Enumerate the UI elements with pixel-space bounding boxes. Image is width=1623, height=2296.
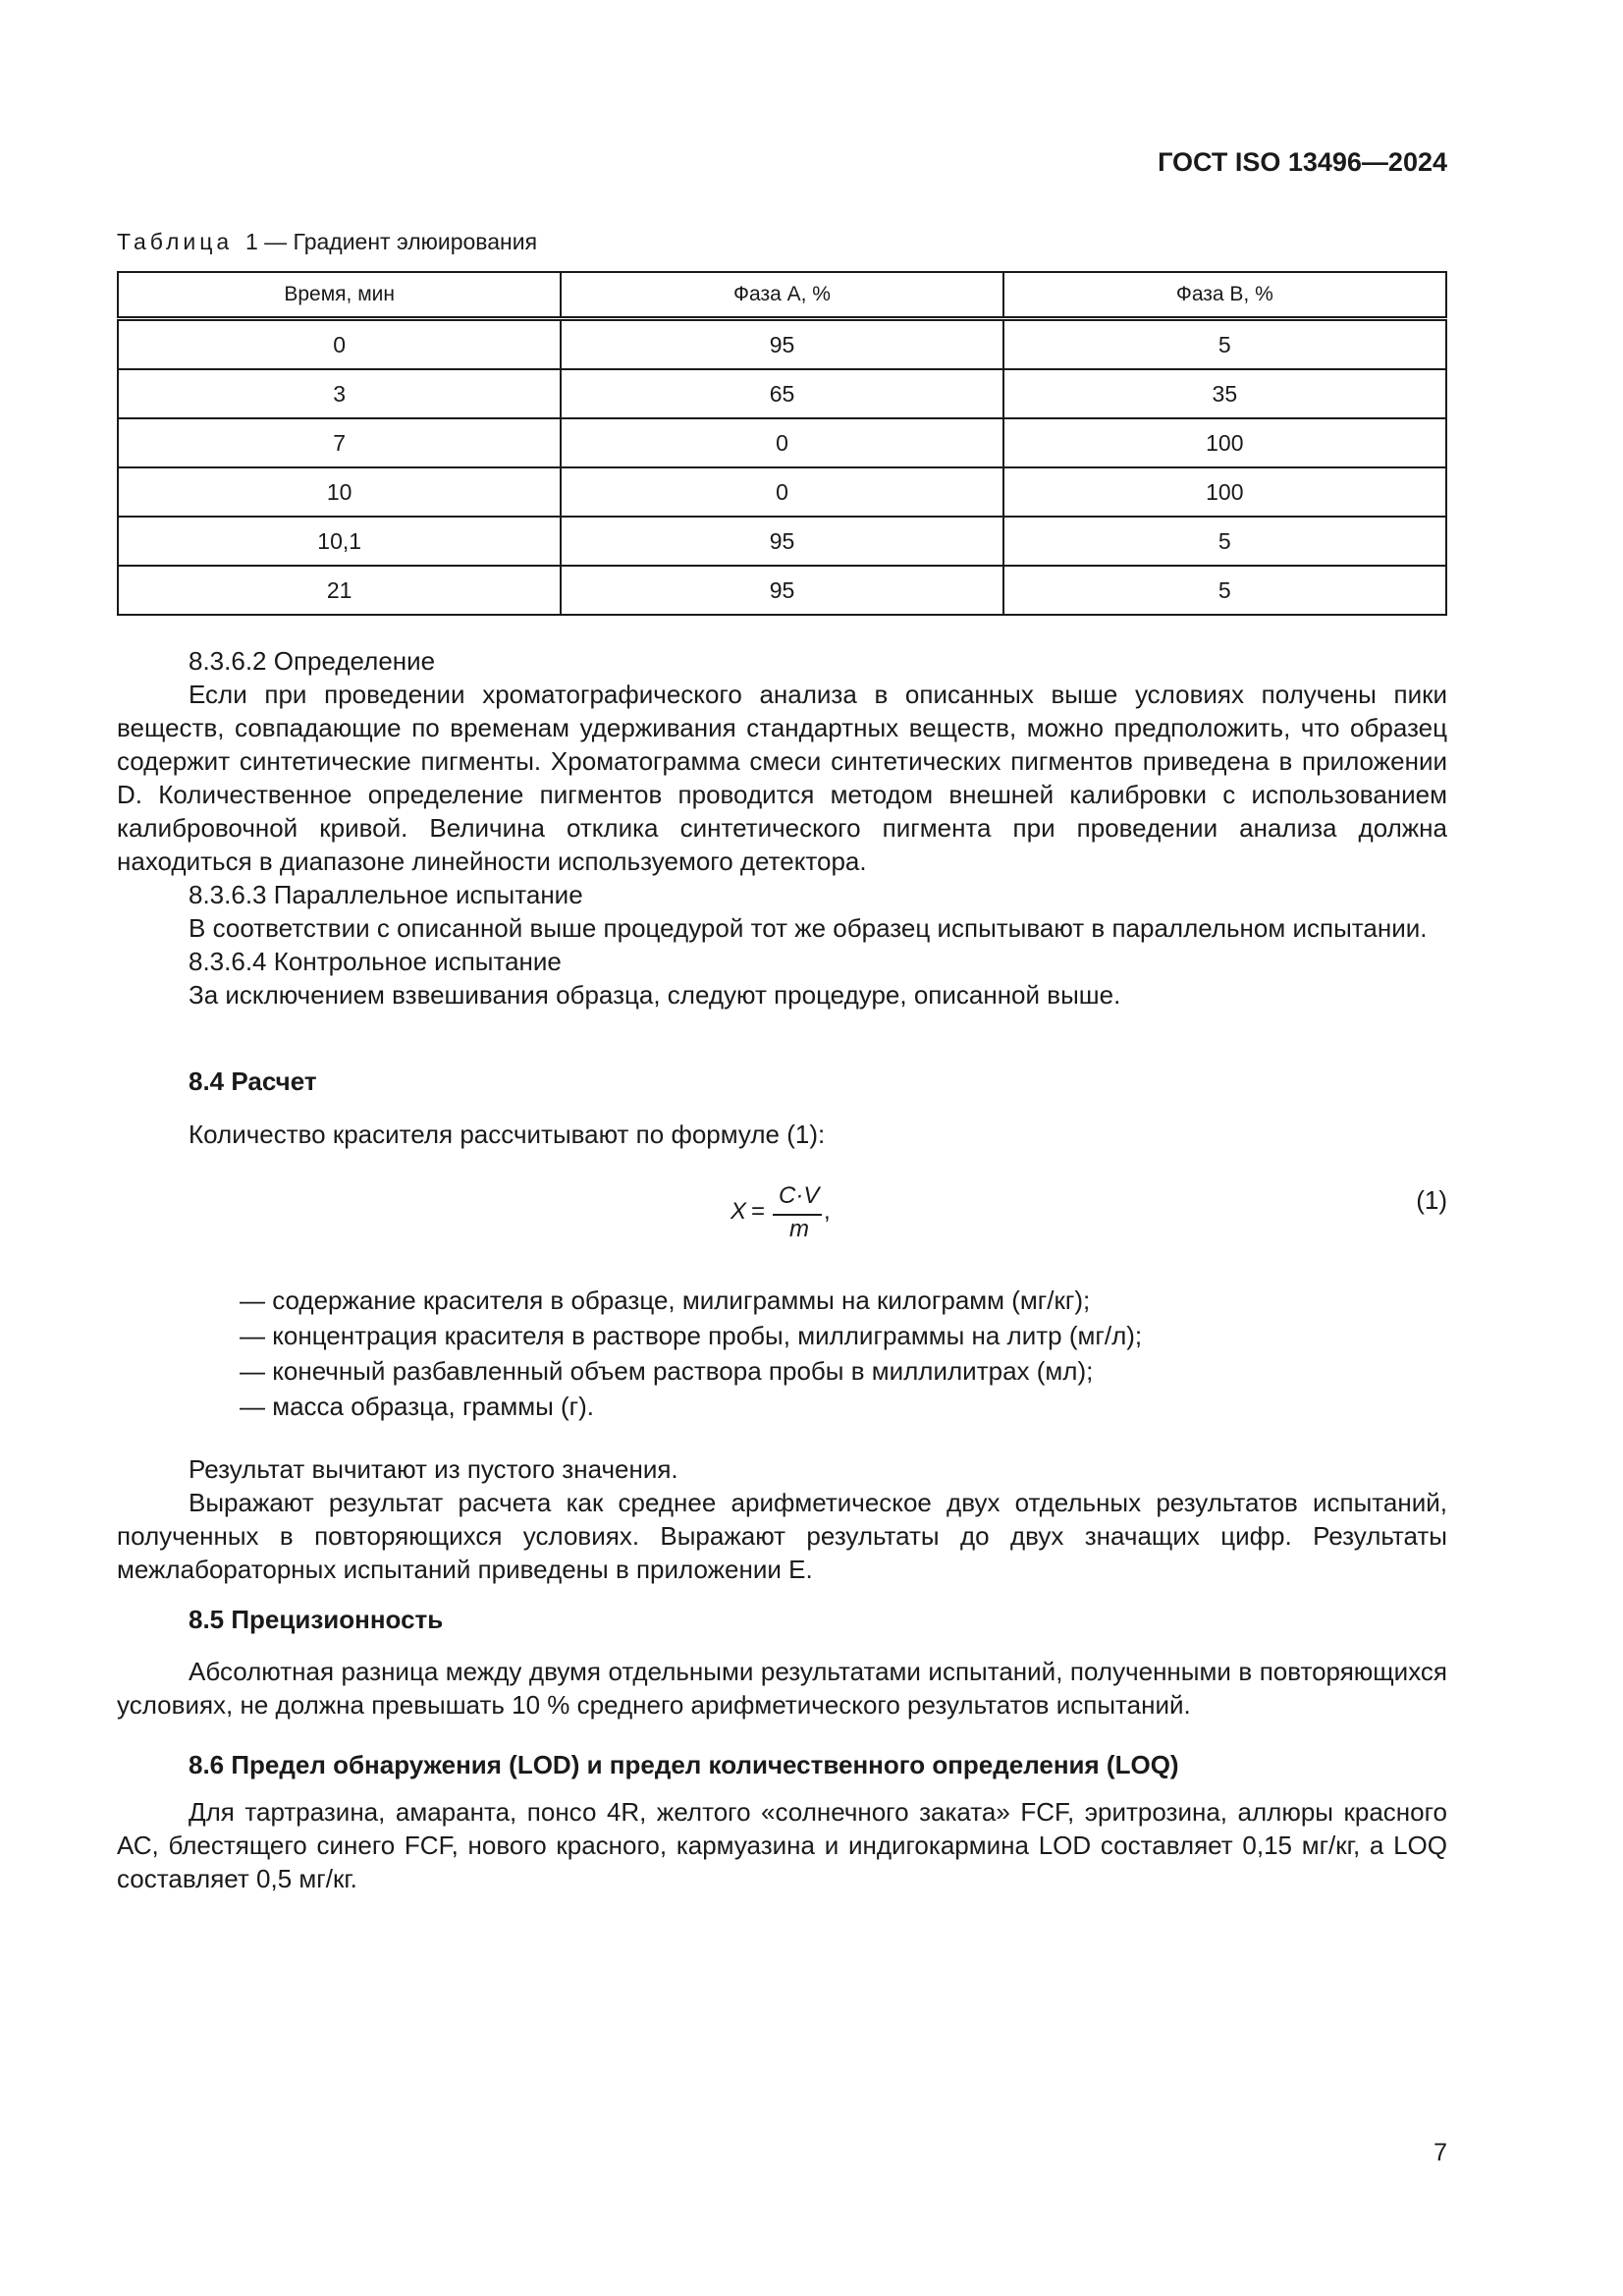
table-row xyxy=(118,369,1446,418)
table-caption-prefix: Таблица xyxy=(117,229,234,254)
paragraph-parallel-test: В соответствии с описанной выше процедурой тот же образец испытывают в параллельном испытании. xyxy=(189,913,1428,943)
gradient-table xyxy=(117,271,1447,616)
section-8-4-heading-block xyxy=(117,1065,1447,1098)
table-cell: 3 xyxy=(118,369,561,418)
table-cell: 5 xyxy=(1003,517,1446,566)
table-cell: 5 xyxy=(1003,319,1446,370)
section-8-4-intro-block xyxy=(117,1118,1447,1151)
paragraph-precision: Абсолютная разница между двумя отдельными результатами испытаний, полученными в повторяющихся условиях, не должна превышать 10 % среднего арифметического результатов испытаний. xyxy=(117,1657,1447,1720)
section-heading-8-3-6-2: 8.3.6.2 Определение xyxy=(189,646,436,676)
formula-comma: , xyxy=(824,1198,831,1225)
table-header-row xyxy=(118,272,1446,319)
definition-text: — конечный разбавленный объем раствора пробы в миллилитрах (мл); xyxy=(240,1356,1094,1386)
document-code: ГОСТ ISO 13496—2024 xyxy=(1158,147,1447,177)
table-cell: 0 xyxy=(561,467,1002,517)
formula-lhs: X xyxy=(730,1198,747,1225)
section-heading-8-6: 8.6 Предел обнаружения (LOD) и предел количественного определения (LOQ) xyxy=(189,1750,1179,1779)
definition-text: — масса образца, граммы (г). xyxy=(240,1392,595,1421)
table-cell: 95 xyxy=(561,517,1002,566)
section-8-5-heading-block xyxy=(117,1603,1447,1636)
column-header-phase-a: Фаза А, % xyxy=(561,272,1002,319)
table-cell: 10 xyxy=(118,467,561,517)
formula-intro: Количество красителя рассчитывают по формуле (1): xyxy=(189,1120,826,1149)
table-row xyxy=(118,517,1446,566)
section-heading-8-5: 8.5 Прецизионность xyxy=(189,1605,444,1634)
formula-equals: = xyxy=(751,1198,766,1225)
definition-text: — содержание красителя в образце, милиграммы на килограмм (мг/кг); xyxy=(240,1285,1091,1315)
section-heading-8-3-6-4: 8.3.6.4 Контрольное испытание xyxy=(189,947,562,976)
section-heading-8-4: 8.4 Расчет xyxy=(189,1066,317,1096)
table-caption xyxy=(117,229,537,255)
formula-denominator: m xyxy=(789,1216,809,1242)
table-cell: 95 xyxy=(561,319,1002,370)
table-cell: 5 xyxy=(1003,566,1446,615)
table-cell: 0 xyxy=(118,319,561,370)
table-row xyxy=(118,418,1446,467)
column-header-time: Время, мин xyxy=(118,272,561,319)
table-row xyxy=(118,467,1446,517)
page-number: 7 xyxy=(1434,2139,1447,2166)
paragraph-result-expression: Выражают результат расчета как среднее арифметическое двух отдельных результатов испытаний, полученных в повторяющихся условиях. Выражают результаты до двух значащих цифр. Результаты межлабораторных испытаний приведены в приложении Е. xyxy=(117,1488,1447,1584)
formula-1 xyxy=(730,1182,848,1243)
formula-numerator: C·V xyxy=(779,1182,820,1209)
table-row xyxy=(118,319,1446,370)
paragraph-result-blank: Результат вычитают из пустого значения. xyxy=(189,1454,678,1484)
table-cell: 10,1 xyxy=(118,517,561,566)
table-cell: 65 xyxy=(561,369,1002,418)
result-block xyxy=(117,1452,1447,1586)
table-cell: 100 xyxy=(1003,418,1446,467)
column-header-phase-b: Фаза В, % xyxy=(1003,272,1446,319)
paragraph-determination: Если при проведении хроматографического анализа в описанных выше условиях получены пики веществ, совпадающие по временам удерживания стандартных веществ, можно предположить, что образец содержит синтетические пигменты. Хроматограмма смеси синтетических пигментов приведена в приложении D. Количественное определение пигментов проводится методом внешней калибровки с использованием калибровочной кривой. Величина отклика синтетического пигмента при проведении анализа должна находиться в диапазоне линейности используемого детектора. xyxy=(117,680,1447,876)
table-cell: 21 xyxy=(118,566,561,615)
section-8-5-body xyxy=(117,1655,1447,1722)
table-cell: 0 xyxy=(561,418,1002,467)
definition-text: — концентрация красителя в растворе пробы, миллиграммы на литр (мг/л); xyxy=(240,1321,1143,1350)
section-heading-8-3-6-3: 8.3.6.3 Параллельное испытание xyxy=(189,880,583,909)
table-row xyxy=(118,566,1446,615)
table-cell: 35 xyxy=(1003,369,1446,418)
section-8-6-heading-block xyxy=(117,1748,1447,1781)
paragraph-lod-loq: Для тартразина, амаранта, понсо 4R, желтого «солнечного заката» FCF, эритрозина, аллюры красного АС, блестящего синего FCF, нового красного, кармуазина и индигокармина LOD составляет 0,15 мг/кг, а LOQ составляет 0,5 мг/кг. xyxy=(117,1797,1447,1893)
formula-number: (1) xyxy=(1416,1185,1447,1215)
table-caption-title: 1 — Градиент элюирования xyxy=(244,229,538,254)
paragraph-control-test: За исключением взвешивания образца, следуют процедуре, описанной выше. xyxy=(189,980,1121,1010)
section-8-6-body xyxy=(117,1795,1447,1895)
table-cell: 95 xyxy=(561,566,1002,615)
table-cell: 7 xyxy=(118,418,561,467)
section-8-3-6 xyxy=(117,644,1447,1011)
table-cell: 100 xyxy=(1003,467,1446,517)
